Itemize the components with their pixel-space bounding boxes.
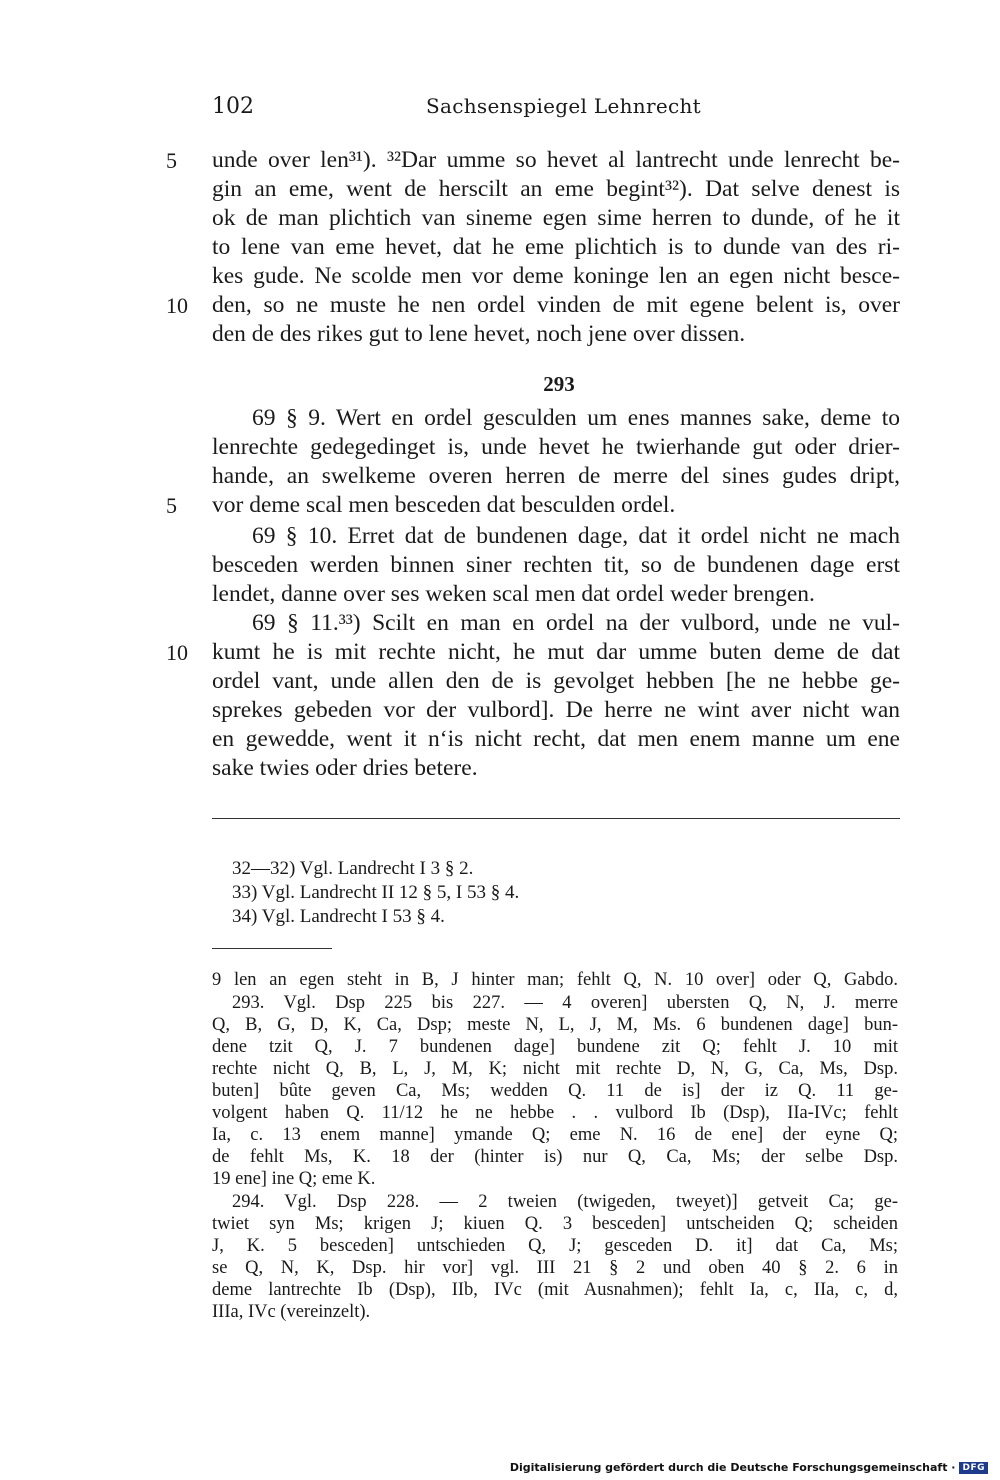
apparatus-line: Q, B, G, D, K, Ca, Dsp; meste N, L, J, M, Ms. 6 bundenen dage] bun- xyxy=(212,1015,898,1035)
text-line: hande, an swelkeme overen herren de merre del sines gudes dript, xyxy=(212,463,900,489)
apparatus-line: twiet syn Ms; krigen J; kiuen Q. 3 besceden] untscheiden Q; scheiden xyxy=(212,1214,898,1234)
divider xyxy=(212,818,900,819)
apparatus-line: deme lantrechte Ib (Dsp), IIb, IVc (mit Ausnahmen); fehlt Ia, c, IIa, c, d, xyxy=(212,1280,898,1300)
text-line: ordel vant, unde allen den de is gevolget hebben [he ne hebbe ge- xyxy=(212,668,900,694)
text-line: lendet, danne over ses weken scal men dat ordel weder brengen. xyxy=(212,581,815,607)
apparatus-line: de fehlt Ms, K. 18 der (hinter is) nur Q, Ca, Ms; der selbe Dsp. xyxy=(212,1147,898,1167)
section-number: 293 xyxy=(543,372,575,396)
footnote: 34) Vgl. Landrecht I 53 § 4. xyxy=(232,906,445,927)
text-line: unde over len³¹). ³²Dar umme so hevet al lantrecht unde lenrecht be- xyxy=(212,147,900,173)
text-line: vor deme scal men besceden dat besculden ordel. xyxy=(212,492,676,518)
line-number: 5 xyxy=(166,148,177,173)
text-line: den de des rikes gut to lene hevet, noch jene over dissen. xyxy=(212,321,746,347)
text-line: to lene van eme hevet, dat he eme plichtich is to dunde van des ri- xyxy=(212,234,900,260)
apparatus-line: rechte nicht Q, B, L, J, M, K; nicht mit rechte D, N, G, Ca, Ms, Dsp. xyxy=(212,1059,898,1079)
text-line: lenrechte gedegedinget is, unde hevet he twierhande gut oder drier- xyxy=(212,434,900,460)
divider xyxy=(212,948,332,949)
apparatus-line: buten] bûte geven Ca, Ms; wedden Q. 11 de is] der iz Q. 11 ge- xyxy=(212,1081,898,1101)
text-line: 69 § 9. Wert en ordel gesculden um enes mannes sake, deme to xyxy=(252,405,900,431)
footnote: 33) Vgl. Landrecht II 12 § 5, I 53 § 4. xyxy=(232,882,520,903)
apparatus-line: dene tzit Q, J. 7 bundenen dage] bundene zit Q; fehlt J. 10 mit xyxy=(212,1037,898,1057)
text-line: kes gude. Ne scolde men vor deme koninge len an egen nicht besce- xyxy=(212,263,900,289)
text-line: kumt he is mit rechte nicht, he mut dar umme buten deme de dat xyxy=(212,639,900,665)
apparatus-line: 9 len an egen steht in B, J hinter man; fehlt Q, N. 10 over] oder Q, Gabdo. xyxy=(212,970,898,990)
text-line: 69 § 10. Erret dat de bundenen dage, dat it ordel nicht ne mach xyxy=(252,523,900,549)
apparatus-line: Ia, c. 13 enem manne] ymande Q; eme N. 16 de ene] der eyne Q; xyxy=(212,1125,898,1145)
credit-text: Digitalisierung gefördert durch die Deutsche Forschungsgemeinschaft · xyxy=(509,1461,956,1474)
apparatus-line: 293. Vgl. Dsp 225 bis 227. — 4 overen] ubersten Q, N, J. merre xyxy=(232,993,898,1013)
text-line: ok de man plichtich van sineme egen sime herren to dunde, of he it xyxy=(212,205,900,231)
apparatus-line: IIIa, IVc (vereinzelt). xyxy=(212,1302,371,1322)
text-line: 69 § 11.³³) Scilt en man en ordel na der vulbord, unde ne vul- xyxy=(252,610,900,636)
text-line: den, so ne muste he nen ordel vinden de mit egene belent is, over xyxy=(212,292,900,318)
line-number: 10 xyxy=(166,293,188,318)
digitization-credit xyxy=(510,1461,988,1474)
text-line: sake twies oder dries betere. xyxy=(212,755,478,781)
text-line: besceden werden binnen siner rechten tit, so de bundenen dage erst xyxy=(212,552,900,578)
page-number: 102 xyxy=(212,94,254,119)
apparatus-line: se Q, N, K, Dsp. hir vor] vgl. III 21 § 2 und oben 40 § 2. 6 in xyxy=(212,1258,898,1278)
apparatus-line: volgent haben Q. 11/12 he ne hebbe . . vulbord Ib (Dsp), IIa-IVc; fehlt xyxy=(212,1103,898,1123)
apparatus-line: J, K. 5 besceden] untschieden Q, J; gesceden D. it] dat Ca, Ms; xyxy=(212,1236,898,1256)
line-number: 10 xyxy=(166,640,188,665)
text-line: gin an eme, went de herscilt an eme begint³²). Dat selve denest is xyxy=(212,176,900,202)
running-head: Sachsenspiegel Lehnrecht xyxy=(426,94,701,118)
dfg-logo: DFG xyxy=(959,1462,988,1474)
text-line: sprekes gebeden vor der vulbord]. De herre ne wint aver nicht wan xyxy=(212,697,900,723)
footnote: 32—32) Vgl. Landrecht I 3 § 2. xyxy=(232,858,474,879)
text-line: en gewedde, went it n‘is nicht recht, dat men enem manne um ene xyxy=(212,726,900,752)
apparatus-line: 294. Vgl. Dsp 228. — 2 tweien (twigeden, tweyet)] getveit Ca; ge- xyxy=(232,1192,898,1212)
apparatus-line: 19 ene] ine Q; eme K. xyxy=(212,1169,376,1189)
line-number: 5 xyxy=(166,493,177,518)
